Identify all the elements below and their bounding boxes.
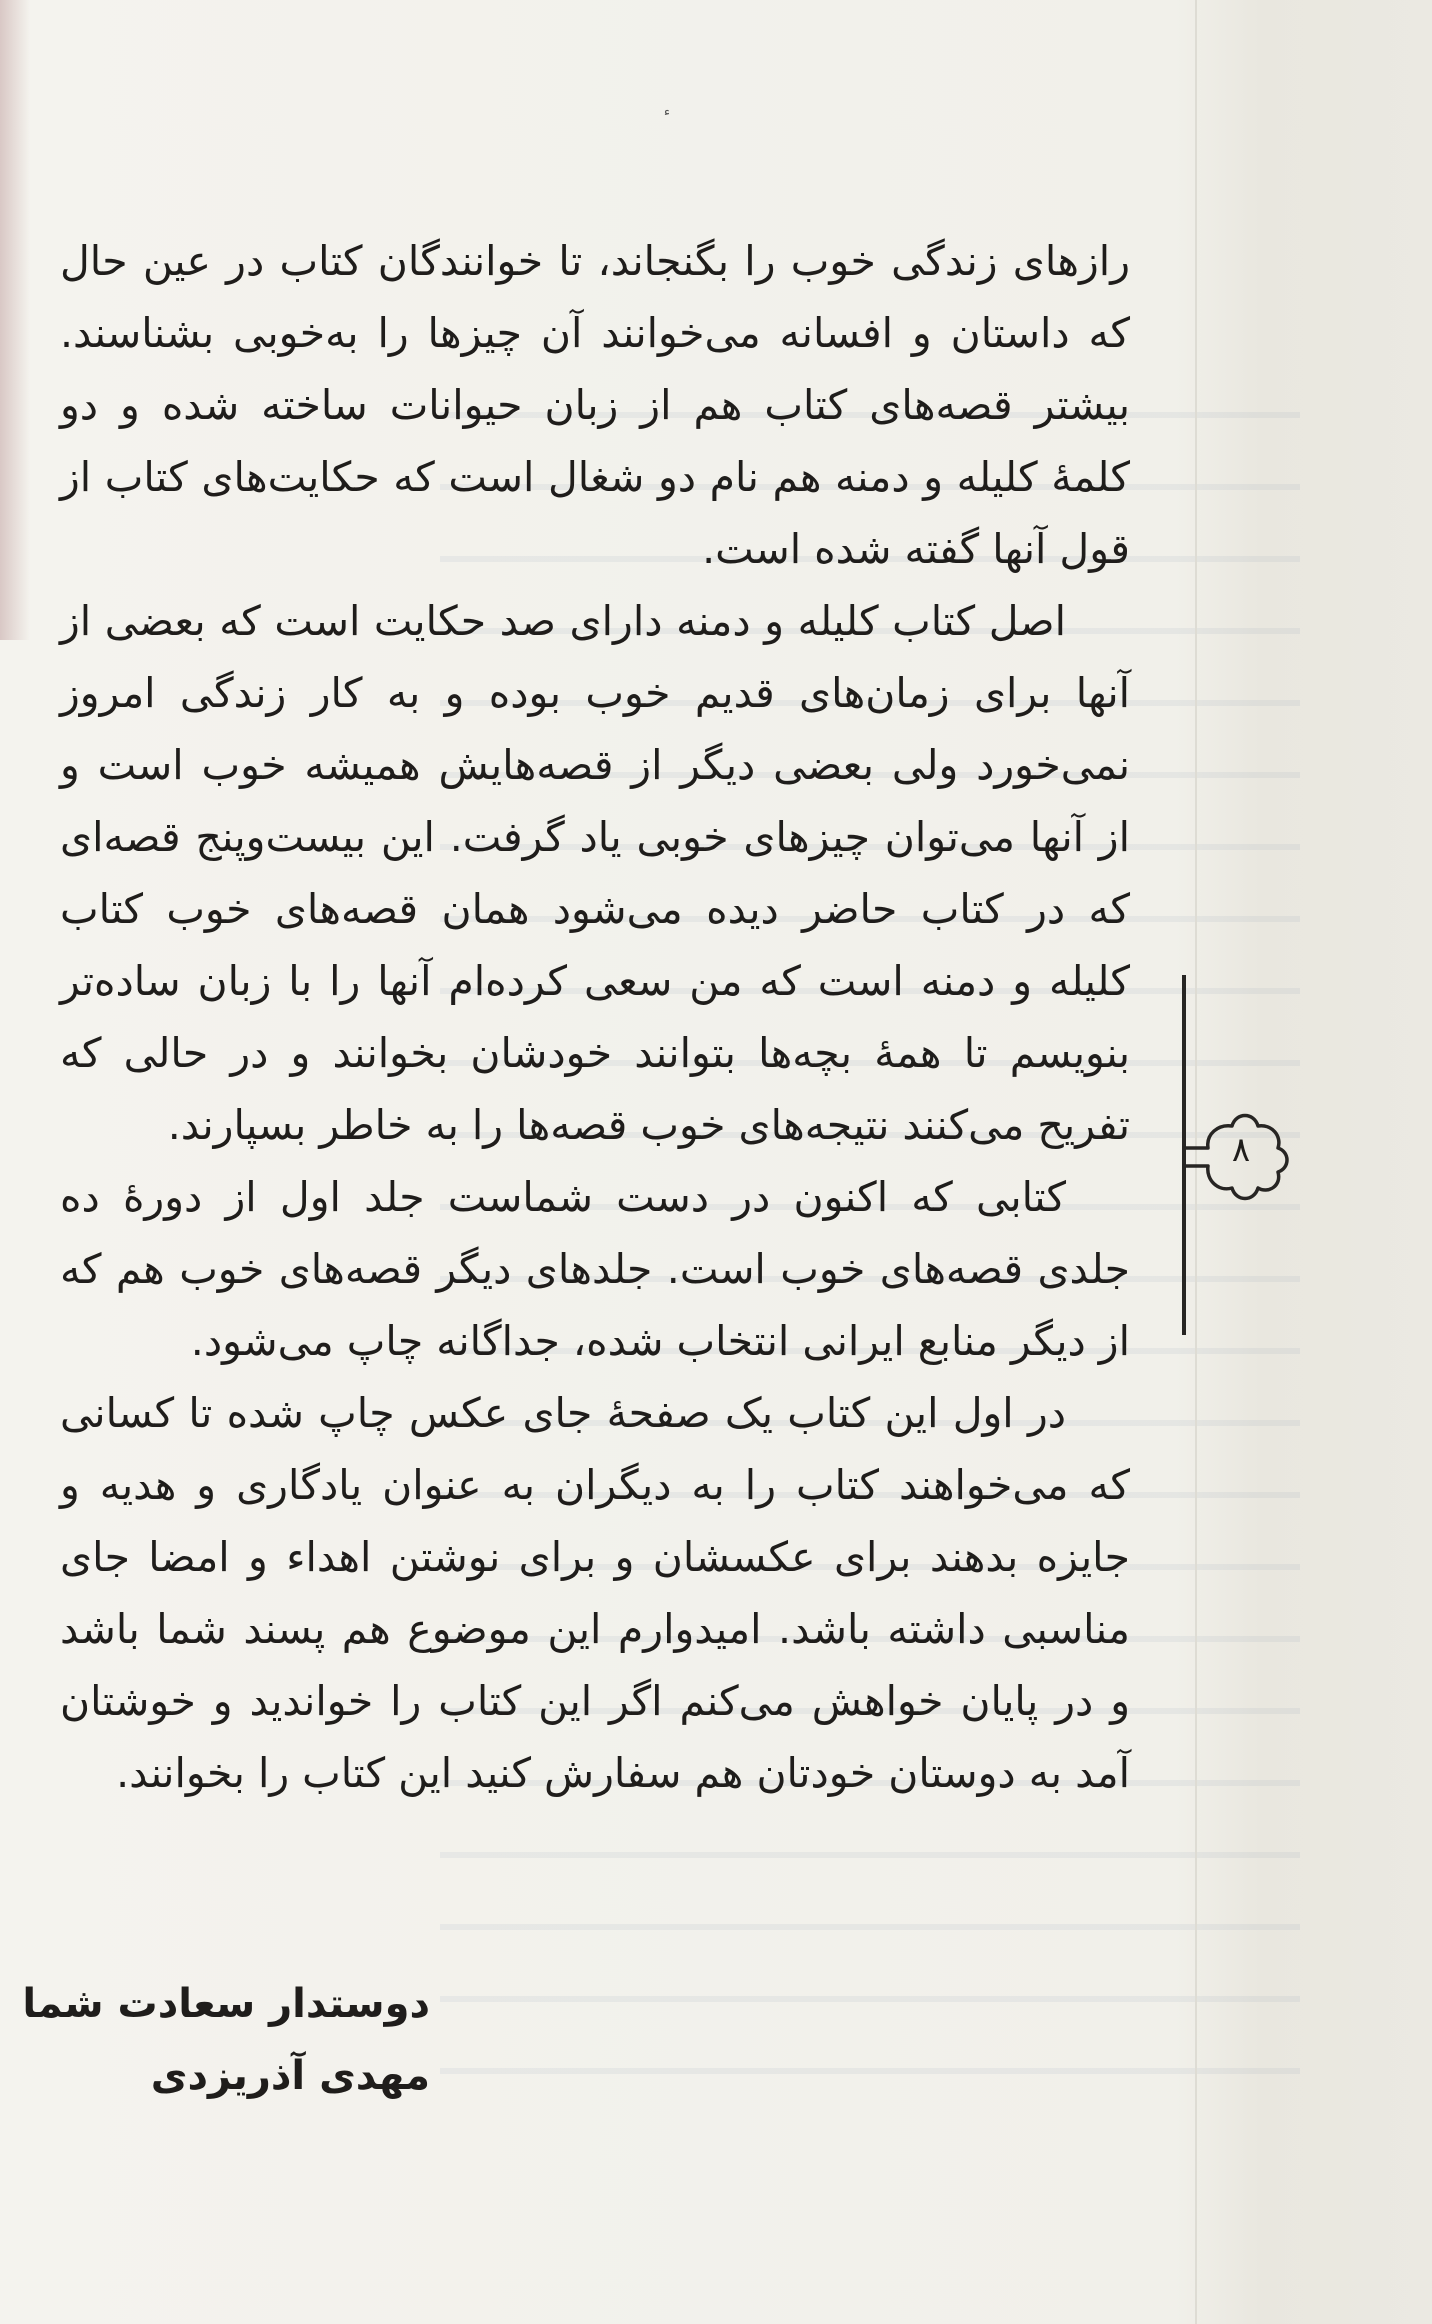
paragraph-3: کتابی که اکنون در دست شماست جلد اول از دورهٔ ده جلدی قصه‌های خوب است. جلدهای دیگر قصه‌های خوب هم که از دیگر منابع ایرانی انتخاب شده، جداگانه چاپ می‌شود.: [60, 1173, 1130, 1365]
signature-author: مهدی آذریزدی: [150, 2053, 430, 2099]
paragraph-4: در اول این کتاب یک صفحهٔ جای عکس چاپ شده تا کسانی که می‌خواهند کتاب را به دیگران به عنوان یادگاری و هدیه و جایزه بدهند برای عکسشان و برای نوشتن اهداء و امضا جای مناسبی داشته باشد. امیدوارم این موضوع هم پسند شما باشد و در پایان خواهش می‌کنم اگر این کتاب را خواندید و خوشتان آمد به دوستان خودتان هم سفارش کنید این کتاب را بخوانند.: [60, 1389, 1130, 1797]
signature-block: [22, 1968, 430, 2112]
page-number: ۸: [1231, 1130, 1251, 1170]
body-text: [60, 225, 1130, 1809]
paragraph-2: اصل کتاب کلیله و دمنه دارای صد حکایت است که بعضی از آنها برای زمان‌های قدیم خوب بوده و به کار زندگی امروز نمی‌خورد ولی بعضی دیگر از قصه‌هایش همیشه خوب است و از آنها می‌توان چیزهای خوبی یاد گرفت. این بیست‌وپنج قصه‌ای که در کتاب حاضر دیده می‌شود همان قصه‌های خوب کتاب کلیله و دمنه است که من سعی کرده‌ام آنها را با زبان ساده‌تر بنویسم تا همهٔ بچه‌ها بتوانند خودشان بخوانند و در حالی که تفریح می‌کنند نتیجه‌های خوب قصه‌ها را به خاطر بسپارند.: [60, 597, 1130, 1149]
gutter-shadow: [0, 0, 30, 640]
paragraph-1: رازهای زندگی خوب را بگنجاند، تا خوانندگان کتاب در عین حال که داستان و افسانه می‌خوانند آن چیزها را به‌خوبی بشناسند. بیشتر قصه‌های کتاب هم از زبان حیوانات ساخته شده و دو کلمهٔ کلیله و دمنه هم نام دو شغال است که حکایت‌های کتاب از قول آنها گفته شده است.: [60, 237, 1130, 573]
top-ornament-mark: [648, 108, 674, 134]
signature-closing: دوستدار سعادت شما: [22, 1981, 430, 2027]
